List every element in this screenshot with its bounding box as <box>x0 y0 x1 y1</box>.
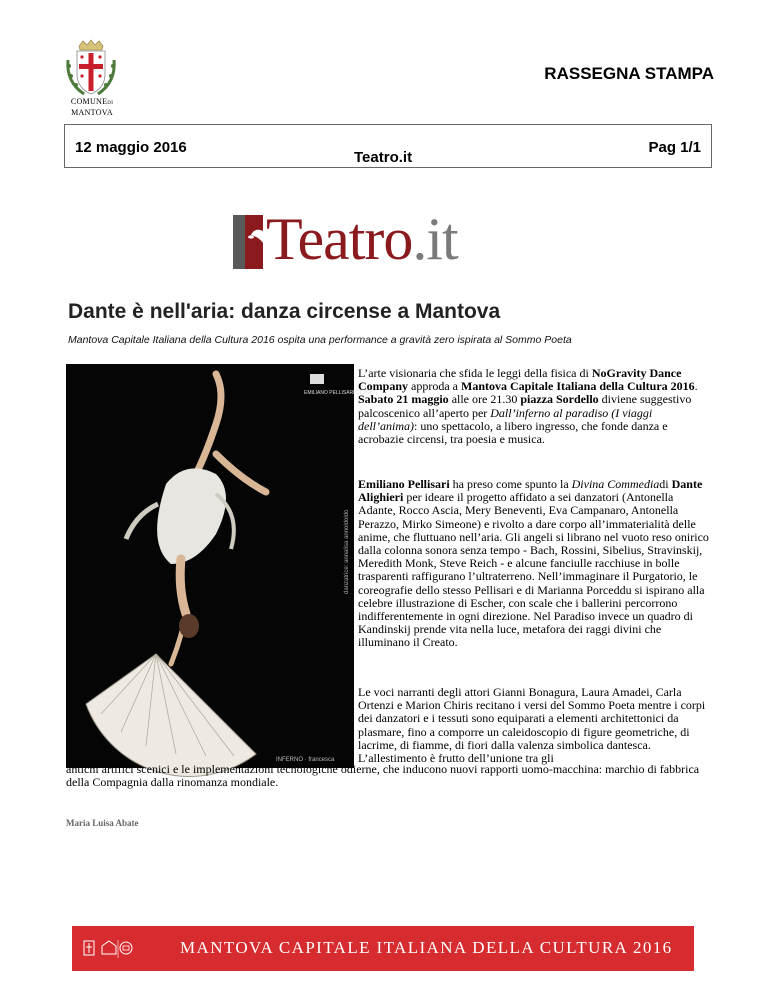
p2-bold-author: Emiliano Pellisari <box>358 477 450 491</box>
article-author: Maria Luisa Abate <box>66 818 139 828</box>
teatro-logo <box>266 204 458 274</box>
banner-title: MANTOVA CAPITALE ITALIANA DELLA CULTURA 2016 <box>180 938 673 957</box>
p1-bold-place: piazza Sordello <box>520 392 599 407</box>
p2-text: ha preso come spunto la <box>449 477 572 491</box>
logo-name: Teatro <box>266 206 413 272</box>
page-number: Pag 1/1 <box>648 139 701 156</box>
article-subtitle: Mantova Capitale Italiana della Cultura 2016 ospita una performance a gravità zero ispirata al Sommo Poeta <box>68 334 572 346</box>
header-box <box>64 124 712 168</box>
article-paragraph-1 <box>358 367 710 446</box>
footer-banner <box>72 926 694 971</box>
comune-label <box>62 97 122 117</box>
article-paragraph-2 <box>358 478 710 650</box>
publication-source: Teatro.it <box>354 149 413 166</box>
comune-crest-logo <box>62 40 120 100</box>
article-photo <box>66 364 375 768</box>
unesco-emblems-icon <box>82 938 140 960</box>
dancer-illustration <box>66 364 375 768</box>
p1-text: : uno spettacolo, a libero ingresso, che fonde danza e acrobazie circensi, tra poesia e musica. <box>358 418 668 447</box>
p1-italic-show: Dall’inferno al paradiso (I viaggi dell’anima) <box>358 405 653 433</box>
studio-label: EMILIANO PELLISARI STUDIO <box>304 390 375 396</box>
article-paragraph-3-continued: antichi artifici scenici e le implementazioni tecnologiche odierne, che inducono nuovi rapporti uomo-macchina: marchio di fabbrica della Compagnia dalla rinomanza mondiale. <box>66 762 700 790</box>
publication-date: 12 maggio 2016 <box>75 139 187 156</box>
comune-line1: COMUNE <box>70 97 108 106</box>
photo-caption: INFERNO · francesca <box>276 757 335 763</box>
p1-text: L’arte visionaria che sfida le leggi della fisica di <box>358 366 592 380</box>
p1-text: diviene suggestivo palcoscenico all’aperto per <box>358 392 692 420</box>
p1-text: approda a <box>408 379 461 394</box>
p1-bold-event: Mantova Capitale Italiana della Cultura 2016 <box>461 379 695 394</box>
rassegna-stampa-label: RASSEGNA STAMPA <box>544 64 714 83</box>
logo-suffix: .it <box>412 206 458 272</box>
article-title: Dante è nell'aria: danza circense a Mantova <box>68 300 501 323</box>
photo-credit: danzatrice: annalisa annoldoldo <box>344 509 350 594</box>
article-paragraph-3: Le voci narranti degli attori Gianni Bonagura, Laura Amadei, Carla Ortenzi e Marion Chiris recitano i versi del Sommo Poeta mentre i corpi dei danzatori e i tessuti sono equiparati a elementi architettonici da plasmare, fino a comporre un caleidoscopio di figure geometriche, di lacrime, di fiamme, di fiori dalla valenza simbolica dantesca. L’allestimento è frutto dell’unione tra gli <box>358 685 706 766</box>
p1-text: . <box>694 379 698 394</box>
p1-bold-company: NoGravity Dance Company <box>358 366 682 394</box>
comune-small: DI <box>107 101 114 106</box>
p1-bold-date: Sabato 21 maggio <box>358 392 449 407</box>
teatro-mask-icon <box>233 213 265 271</box>
p2-bold-dante: Dante Alighieri <box>358 477 703 505</box>
p2-text: per ideare il progetto affidato a sei danzatori (Antonella Adante, Rocco Ascia, Mery Beneventi, Eva Campanaro, Antonella Perazzo, Mirko Simeone) e rivolto a dare corpo all’immaterialità delle anime, che fluttuano nell’aria. Gli angeli si librano nel vuoto reso onirico dalla colonna sonora senza tempo - Bach, Rossini, Sibelius, Stravinskij, Meredith Monk, Steve Reich - e alcune fanciulle racchiuse in bolle trasparenti raffigurano l’ultraterreno. Nell’immaginare il Purgatorio, le coreografie dello stesso Pellisari e di Marianna Porceddu si ispirano alla celebre illustrazione di Escher, con scale che i ballerini percorrono indifferentemente in ogni direzione. Nel Paradiso invece un quadro di Kandinskij prende vita nella luce, metafora dei raggi divini che illuminano il Creato. <box>358 490 709 650</box>
comune-line2: MANTOVA <box>71 108 113 117</box>
p2-italic-work: Divina Commedia <box>571 477 660 491</box>
p2-text: di <box>659 477 672 491</box>
p1-text: alle ore 21.30 <box>448 392 521 407</box>
